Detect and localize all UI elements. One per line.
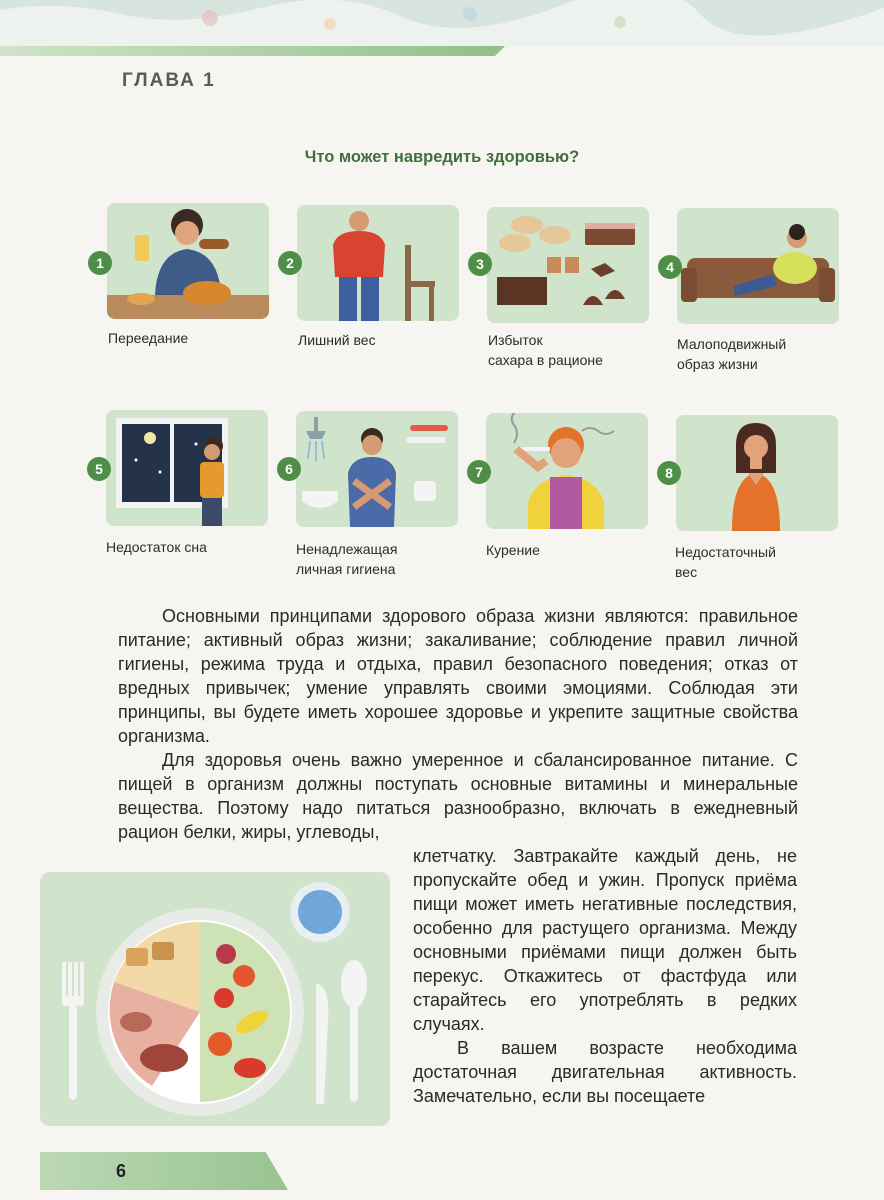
plate-illustration: [40, 872, 390, 1126]
paragraph: Основными принципами здорового образа жизни являются: правильное питание; активный образ жизни; закаливание; соблюдение правил личной гигиены, режима труда и отдыха, правил безопасного поведения; отказ от вредных привычек; умение управлять своими эмоциями. Соблюдая эти принципы, вы будете иметь хорошее здоровье и укрепите защитные свойства организма.: [118, 606, 798, 746]
item-number: 2: [278, 251, 302, 275]
illustration-sweets: [487, 207, 649, 323]
item-caption: Курение: [486, 542, 540, 558]
item-number: 4: [658, 255, 682, 279]
illustration-overeating: [107, 203, 269, 319]
item-number: 8: [657, 461, 681, 485]
illustration-overweight: [297, 205, 459, 321]
body-text-top: [118, 604, 798, 844]
top-decoration: [0, 0, 884, 46]
chapter-label: ГЛАВА 1: [122, 70, 216, 91]
item-caption: Ненадлежащая личная гигиена: [296, 541, 398, 577]
item-caption: Недостаточный вес: [675, 544, 776, 580]
item-caption: Лишний вес: [298, 332, 376, 348]
illustration-underweight: [676, 415, 838, 531]
paragraph: В вашем возрасте необходима достаточная двигательная активность. Замечательно, если вы посещаете: [413, 1038, 797, 1106]
top-stripe: [0, 46, 505, 56]
item-number: 5: [87, 457, 111, 481]
item-number: 3: [468, 252, 492, 276]
illustration-hygiene: [296, 411, 458, 527]
section-title: Что может навредить здоровью?: [304, 148, 580, 166]
item-caption: Недостаток сна: [106, 539, 207, 555]
paragraph: Для здоровья очень важно умеренное и сбалансированное питание. С пищей в организм должны поступать основные витамины и минеральные вещества. Поэтому надо питаться разнообразно, включать в ежедневный рацион белки, жиры, углеводы,: [118, 750, 798, 842]
body-text-right-column: [413, 844, 797, 1108]
footer-stripe: [40, 1152, 288, 1190]
illustration-sedentary: [677, 208, 839, 324]
illustration-lack-of-sleep: [106, 410, 268, 526]
item-caption: Переедание: [108, 330, 189, 346]
item-number: 6: [277, 457, 301, 481]
item-caption: Избыток сахара в рационе: [488, 332, 603, 368]
page-number: 6: [116, 1161, 127, 1181]
item-number: 1: [88, 251, 112, 275]
paragraph: клетчатку. Завтракайте каждый день, не пропускайте обед и ужин. Пропуск приёма пищи может иметь негативные последствия, особенно для растущего организма. Между основными приёмами пищи должен быть перекус. Откажитесь от фастфуда или старайтесь его употреблять в редких случаях.: [413, 846, 797, 1034]
item-number: 7: [467, 460, 491, 484]
item-caption: Малоподвижный образ жизни: [677, 336, 787, 372]
illustration-smoking: [486, 413, 648, 529]
